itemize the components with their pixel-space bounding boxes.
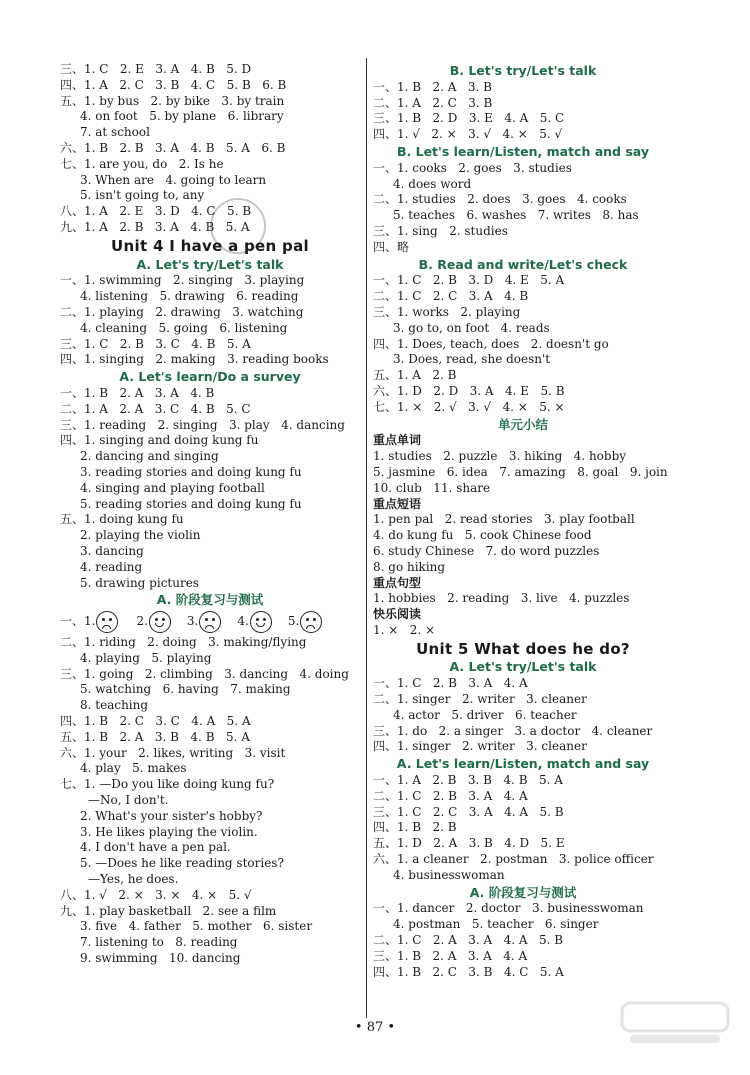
answer-line: 五、1. B 2. A 3. B 4. B 5. A [60, 729, 250, 744]
answer-line: 4. businesswoman [393, 867, 505, 882]
face-label: 4. [237, 614, 249, 629]
section-heading: A. 阶段复习与测试 [156, 592, 264, 608]
subsection-heading: 重点单词 [373, 433, 422, 448]
face-label: 5. [287, 614, 300, 629]
answer-line: 七、1. —Do you like doing kung fu? [60, 777, 275, 792]
answer-line: 三、1. do 2. a singer 3. a doctor 4. cleaner [373, 723, 653, 738]
section-heading: A. 阶段复习与测试 [469, 884, 577, 900]
answer-line: 3. Does, read, she doesn't [393, 352, 551, 367]
answer-line: 9. swimming 10. dancing [80, 951, 241, 966]
answer-line: 5. drawing pictures [80, 575, 199, 590]
answer-line: 四、1. B 2. C 3. B 4. C 5. A [373, 964, 564, 979]
answer-line: 一、1. C 2. B 3. A 4. A [373, 676, 528, 691]
answer-line: 四、1. B 2. B [373, 820, 457, 835]
answer-line: 一、1. B 2. A 3. A 4. B [60, 385, 215, 400]
answer-line: 4. actor 5. driver 6. teacher [393, 707, 577, 722]
answer-line: 5. —Does he like reading stories? [80, 856, 284, 871]
answer-line: 四、1. A 2. C 3. B 4. C 5. B 6. B [60, 77, 287, 92]
answer-line: 4. cleaning 5. going 6. listening [80, 320, 288, 335]
answer-line: 5. jasmine 6. idea 7. amazing 8. goal 9. join [373, 464, 668, 479]
answer-line: 7. at school [80, 125, 150, 140]
answer-line: 4. singing and playing football [80, 480, 265, 495]
answer-line: 九、1. A 2. B 3. A 4. B 5. A [60, 219, 250, 234]
section-heading: B. Read and write/Let's check [418, 256, 628, 272]
answer-line: 二、1. studies 2. does 3. goes 4. cooks [373, 192, 627, 207]
answer-line: 四、1. √ 2. × 3. √ 4. × 5. √ [373, 127, 563, 142]
answer-line: 4. I don't have a pen pal. [80, 840, 231, 855]
answer-line: 九、1. play basketball 2. see a film [60, 903, 277, 918]
answer-line: 七、1. are you, do 2. Is he [60, 156, 224, 171]
answer-line: 1. × 2. × [373, 622, 436, 637]
answer-line: 八、1. √ 2. × 3. × 4. × 5. √ [60, 887, 252, 902]
answer-line: 六、1. your 2. likes, writing 3. visit [60, 745, 286, 760]
face-label: 3. [186, 614, 199, 629]
answer-line: 二、1. C 2. C 3. A 4. B [373, 289, 529, 304]
answer-line: 一、1. C 2. B 3. D 4. E 5. A [373, 273, 565, 288]
answer-line: 三、1. B 2. A 3. A 4. A [373, 948, 528, 963]
answer-line: 8. teaching [80, 698, 149, 713]
answer-line: 3. go to, on foot 4. reads [393, 320, 550, 335]
answer-line: 4. on foot 5. by plane 6. library [80, 109, 284, 124]
answer-line: 三、1. C 2. E 3. A 4. B 5. D [60, 62, 252, 76]
answer-line: 五、1. D 2. A 3. B 4. D 5. E [373, 836, 565, 851]
answer-line: 2. What's your sister's hobby? [80, 808, 263, 823]
left-column [60, 62, 360, 967]
page-number: • 87 • [354, 1020, 396, 1035]
answer-line: 二、1. singer 2. writer 3. cleaner [373, 692, 587, 707]
section-heading: B. Let's learn/Listen, match and say [396, 143, 649, 159]
answer-line: 四、1. singing 2. making 3. reading books [60, 352, 329, 367]
answer-line: 1. hobbies 2. reading 3. live 4. puzzles [373, 591, 630, 606]
answer-line: 3. He likes playing the violin. [80, 824, 258, 839]
answer-line: 六、1. D 2. D 3. A 4. E 5. B [373, 383, 565, 398]
answer-line: 二、1. A 2. C 3. B [373, 95, 493, 110]
subsection-heading: 快乐阅读 [373, 607, 422, 622]
answer-line: 4. postman 5. teacher 6. singer [393, 917, 599, 932]
section-heading: A. Let's learn/Listen, match and say [396, 756, 650, 772]
answer-line: 五、1. doing kung fu [60, 512, 184, 527]
answer-line: 8. go hiking [373, 559, 446, 574]
answer-line: 二、1. riding 2. doing 3. making/flying [60, 635, 307, 650]
answer-line: 1. studies 2. puzzle 3. hiking 4. hobby [373, 449, 627, 464]
faces-prefix: 一、1. [60, 614, 96, 629]
answer-line: 一、1. B 2. A 3. B [373, 79, 492, 94]
section-heading: 单元小结 [497, 416, 548, 432]
answer-line: 5. watching 6. having 7. making [80, 682, 291, 697]
answer-line: 五、1. A 2. B [373, 368, 457, 383]
section-heading: B. Let's try/Let's talk [449, 63, 597, 78]
answer-line: 六、1. a cleaner 2. postman 3. police officer [373, 852, 654, 867]
answer-line: 5. isn't going to, any [80, 188, 205, 203]
column-divider [366, 58, 367, 1018]
answer-line: 二、1. C 2. B 3. A 4. A [373, 788, 528, 803]
answer-line: 4. do kung fu 5. cook Chinese food [373, 528, 592, 543]
answer-line: 10. club 11. share [373, 480, 491, 495]
answer-line: 二、1. C 2. A 3. A 4. A 5. B [373, 933, 564, 948]
section-heading: A. Let's try/Let's talk [136, 256, 284, 272]
answer-line: 4. play 5. makes [80, 761, 187, 776]
answer-line: 三、1. B 2. D 3. E 4. A 5. C [373, 111, 565, 126]
watermark-logo [620, 1001, 730, 1047]
answer-line: 2. dancing and singing [80, 449, 219, 464]
answer-line: —Yes, he does. [88, 872, 179, 887]
right-column [373, 62, 673, 980]
answer-line: 三、1. sing 2. studies [373, 223, 508, 238]
answer-line: 二、1. playing 2. drawing 3. watching [60, 304, 304, 319]
answer-line: 3. five 4. father 5. mother 6. sister [80, 919, 313, 934]
faces-answer-row [60, 609, 360, 635]
answer-line: 三、1. going 2. climbing 3. dancing 4. doing [60, 666, 349, 681]
subsection-heading: 重点句型 [373, 575, 422, 590]
unit-title: Unit 4 I have a pen pal [111, 236, 309, 255]
answer-line: 1. pen pal 2. read stories 3. play football [373, 512, 635, 527]
answer-line: 4. does word [393, 176, 472, 191]
happy-face-icon [149, 611, 171, 633]
happy-face-icon [250, 611, 272, 633]
answer-line: 7. listening to 8. reading [80, 935, 238, 950]
answer-line: 4. reading [80, 559, 143, 574]
answer-line: 二、1. A 2. A 3. C 4. B 5. C [60, 401, 251, 416]
answer-line: 一、1. A 2. B 3. B 4. B 5. A [373, 773, 563, 788]
sad-face-icon [199, 611, 221, 633]
answer-line: —No, I don't. [88, 793, 169, 808]
answer-line: 三、1. reading 2. singing 3. play 4. dancing [60, 417, 345, 432]
answer-line: 四、略 [373, 239, 410, 254]
watermark-logo-icon [620, 1001, 730, 1047]
section-heading: A. Let's learn/Do a survey [119, 369, 301, 385]
answer-line: 6. study Chinese 7. do word puzzles [373, 543, 600, 558]
answer-line: 三、1. C 2. B 3. C 4. B 5. A [60, 336, 251, 351]
face-label: 2. [136, 614, 148, 629]
answer-line: 一、1. swimming 2. singing 3. playing [60, 273, 305, 288]
answer-line: 3. dancing [80, 543, 144, 558]
answer-line: 4. listening 5. drawing 6. reading [80, 289, 299, 304]
sad-face-icon [300, 611, 322, 633]
answer-line: 5. reading stories and doing kung fu [80, 496, 302, 511]
answer-line: 2. playing the violin [80, 528, 201, 543]
answer-line: 四、1. B 2. C 3. C 4. A 5. A [60, 714, 251, 729]
subsection-heading: 重点短语 [373, 496, 422, 511]
answer-line: 四、1. singer 2. writer 3. cleaner [373, 739, 587, 754]
sad-face-icon [96, 611, 118, 633]
answer-line: 5. teaches 6. washes 7. writes 8. has [393, 208, 639, 223]
answer-line: 一、1. cooks 2. goes 3. studies [373, 160, 572, 175]
answer-line: 六、1. B 2. B 3. A 4. B 5. A 6. B [60, 140, 286, 155]
answer-line: 3. reading stories and doing kung fu [80, 464, 302, 479]
answer-line: 七、1. × 2. √ 3. √ 4. × 5. × [373, 399, 565, 414]
answer-line: 3. When are 4. going to learn [80, 172, 267, 187]
unit-title: Unit 5 What does he do? [416, 639, 630, 658]
answer-line: 八、1. A 2. E 3. D 4. C 5. B [60, 204, 252, 219]
answer-line: 三、1. works 2. playing [373, 304, 521, 319]
answer-line: 4. playing 5. playing [80, 650, 212, 665]
answer-line: 四、1. Does, teach, does 2. doesn't go [373, 336, 609, 351]
answer-line: 五、1. by bus 2. by bike 3. by train [60, 93, 285, 108]
answer-line: 四、1. singing and doing kung fu [60, 433, 259, 448]
answer-line: 三、1. C 2. C 3. A 4. A 5. B [373, 804, 564, 819]
section-heading: A. Let's try/Let's talk [449, 659, 597, 675]
answer-line: 一、1. dancer 2. doctor 3. businesswoman [373, 901, 644, 916]
